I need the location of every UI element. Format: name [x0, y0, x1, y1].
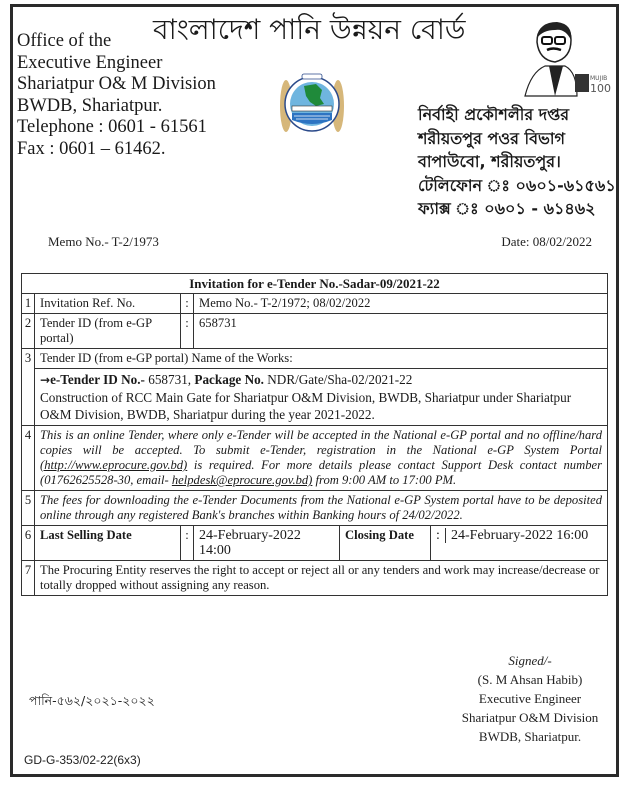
colon: : [181, 526, 194, 561]
row-number: 5 [22, 491, 35, 526]
works-text: Construction of RCC Main Gate for Shariatpur O&M Division, BWDB, Shariatpur under Shariatpur O&M Division, BWDB, Shariatpur during the year 2021-2022. [40, 390, 572, 422]
bwdb-emblem-icon [276, 60, 348, 144]
row-label: Tender ID (from e-GP portal) [35, 314, 181, 349]
office-line-bn: শরীয়তপুর পওর বিভাগ [418, 128, 566, 148]
signatory-name: (S. M Ahsan Habib) [477, 672, 583, 687]
fax: Fax : 0601 – 61462. [17, 138, 166, 159]
closing-date-value: 24-February-2022 16:00 [451, 528, 589, 543]
table-row [22, 426, 608, 491]
svg-text:MUJIB: MUJIB [590, 75, 608, 82]
office-line-bn: নির্বাহী প্রকৌশলীর দপ্তর [418, 105, 570, 124]
eprocure-link[interactable]: (http://www.eprocure.gov.bd) [40, 458, 188, 472]
table-row [22, 526, 608, 561]
reservation-clause: The Procuring Entity reserves the right to accept or reject all or any tenders and work may increase/decrease or totally dropped without assigning any reason. [35, 561, 608, 596]
row-number: 2 [22, 314, 35, 349]
table-row [22, 561, 608, 596]
telephone-bn: টেলিফোন ঃ ০৬০১-৬১৫৬১ [418, 175, 616, 195]
gd-reference: GD-G-353/02-22(6x3) [24, 753, 141, 767]
office-address-bangla [418, 103, 616, 221]
helpdesk-email-link[interactable]: helpdesk@eprocure.gov.bd) [171, 473, 313, 487]
fax-bn: ফ্যাক্স ঃ ০৬০১ - ৬১৪৬২ [418, 199, 596, 218]
office-line: Executive Engineer [17, 52, 163, 73]
package-label: Package No. [194, 372, 264, 387]
office-line: Office of the [17, 31, 112, 51]
pani-reference: পানি-৫৬২/২০২১-২০২২ [29, 693, 155, 708]
row-number: 3 [22, 349, 35, 426]
signatory-designation: Executive Engineer [478, 691, 582, 706]
closing-date-cell [431, 526, 608, 561]
info-text: is required. For more details please contact Support Desk contact number (01762625528-30, email- [40, 458, 602, 487]
package-value: NDR/Gate/Sha-02/2021-22 [263, 372, 413, 387]
signed-mark: Signed/- [508, 653, 552, 668]
office-line: Shariatpur O& M Division [17, 74, 216, 94]
info-text: from 9:00 AM to 17:00 PM. [312, 473, 457, 487]
colon: : [181, 294, 194, 314]
fees-info: The fees for downloading the e-Tender Documents from the National e-GP System portal have to be deposited online through any registered Bank's branches within Banking hours of 24/02/2022. [35, 491, 608, 526]
arrow-icon: → [40, 373, 51, 387]
row-number: 4 [22, 426, 35, 491]
tender-id-value: 658731 [194, 314, 608, 349]
row-label: Tender ID (from e-GP portal) Name of the Works: [35, 349, 608, 369]
svg-text:100: 100 [590, 82, 611, 95]
table-row [22, 349, 608, 369]
e-tender-id-value: 658731, [144, 372, 195, 387]
row-number: 6 [22, 526, 35, 561]
row-number: 1 [22, 294, 35, 314]
tender-title: Invitation for e-Tender No.-Sadar-09/2021-22 [22, 274, 608, 294]
table-row [22, 491, 608, 526]
signature-block [430, 651, 630, 746]
row-value: Memo No.- T-2/1972; 08/02/2022 [194, 294, 608, 314]
signatory-office: BWDB, Shariatpur. [478, 729, 582, 744]
table-row [22, 314, 608, 349]
table-title-row [22, 274, 608, 294]
memo-number: Memo No.- T-2/1973 [48, 234, 159, 249]
office-line-bn: বাপাউবো, শরীয়তপুর। [418, 152, 561, 171]
last-selling-date-value: 24-February-2022 14:00 [194, 526, 340, 561]
table-row [22, 369, 608, 426]
colon: : [181, 314, 194, 349]
closing-date-label: Closing Date [340, 526, 431, 561]
row-label: Invitation Ref. No. [35, 294, 181, 314]
row-number: 7 [22, 561, 35, 596]
telephone: Telephone : 0601 - 61561 [17, 117, 207, 137]
online-tender-info [35, 426, 608, 491]
works-description [35, 369, 608, 426]
organization-name-bangla: বাংলাদেশ পানি উন্নয়ন বোর্ড [153, 13, 466, 46]
notice-date: Date: 08/02/2022 [501, 234, 592, 249]
info-text: This is an online Tender, where only e-Tender will be accepted in the National e-GP portal and no offline/hard copies will be accepted. To submit e-Tender, registration in the National e-GP System Portal [40, 428, 602, 457]
colon: : [431, 528, 446, 543]
tender-table [21, 273, 608, 596]
table-row [22, 294, 608, 314]
e-tender-id-label: e-Tender ID No.- [50, 372, 145, 387]
signatory-division: Shariatpur O&M Division [461, 710, 599, 725]
office-line: BWDB, Shariatpur. [17, 95, 163, 116]
mujib-100-logo-icon [515, 18, 611, 98]
office-address-english [17, 31, 216, 160]
last-selling-date-label: Last Selling Date [35, 526, 181, 561]
